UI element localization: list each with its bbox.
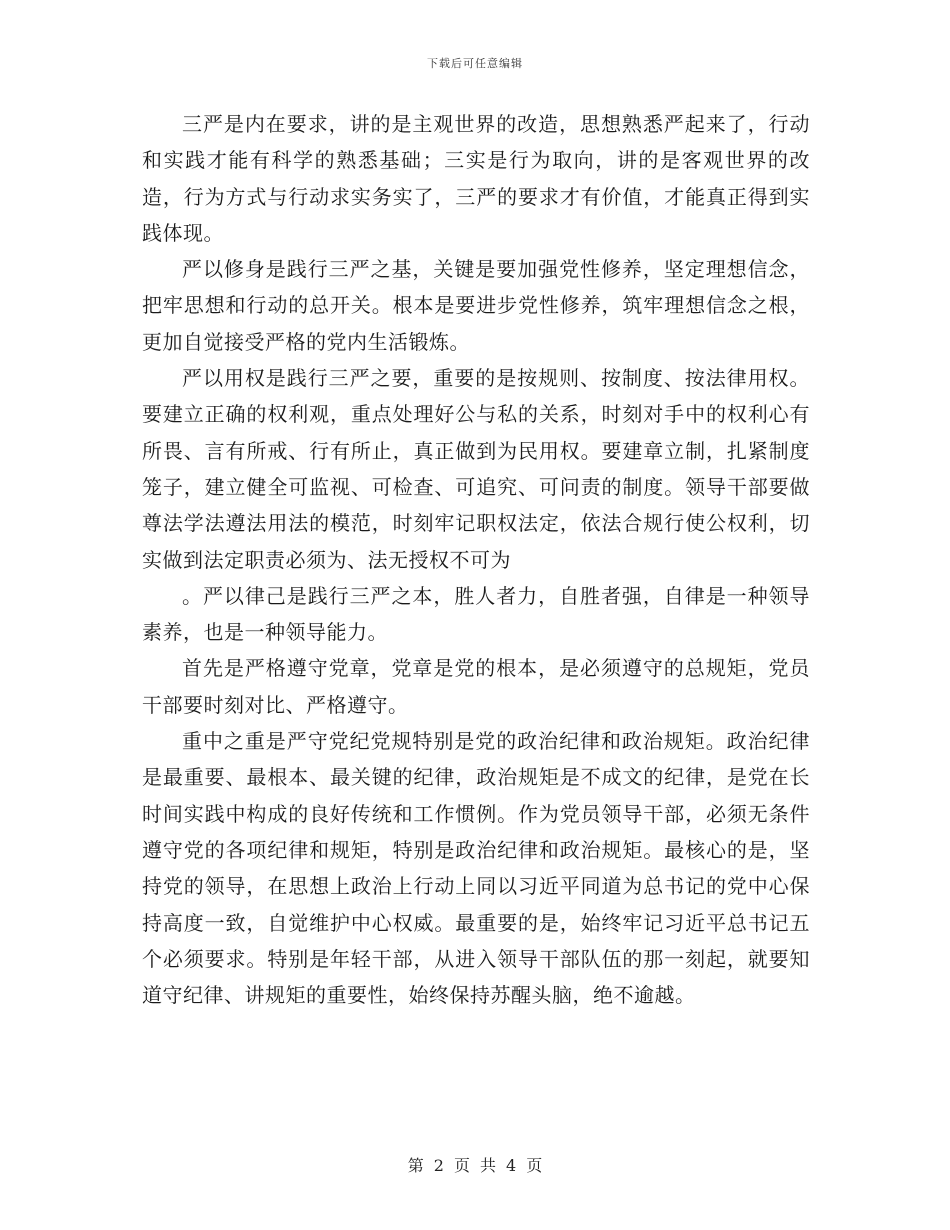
footer-total-label: 共 bbox=[480, 1156, 497, 1175]
paragraph: 严以用权是践行三严之要，重要的是按规则、按制度、按法律用权。要建立正确的权利观，重点处理好公与私的关系，时刻对手中的权利心有所畏、言有所戒、行有所止，真正做到为民用权。要建章立制，扎紧制度笼子，建立健全可监视、可检查、可追究、可问责的制度。领导干部要做尊法学法遵法用法的模范，时刻牢记职权法定，依法合规行使公权利，切实做到法定职责必须为、法无授权不可为 bbox=[142, 366, 810, 572]
footer-suffix: 页 bbox=[526, 1156, 543, 1175]
paragraph: 。严以律己是践行三严之本，胜人者力，自胜者强，自律是一种领导素养，也是一种领导能力。 bbox=[142, 583, 810, 645]
footer-prefix: 第 bbox=[407, 1156, 424, 1175]
paragraph: 首先是严格遵守党章，党章是党的根本，是必须遵守的总规矩，党员干部要时刻对比、严格遵守。 bbox=[142, 656, 810, 717]
page-header-note: 下载后可任意编辑 bbox=[427, 57, 523, 70]
paragraph: 重中之重是严守党纪党规特别是党的政治纪律和政治规矩。政治纪律是最重要、最根本、最关键的纪律，政治规矩是不成文的纪律，是党在长时间实践中构成的良好传统和工作惯例。作为党员领导干部，必须无条件遵守党的各项纪律和规矩，特别是政治纪律和政治规矩。最核心的是，坚持党的领导，在思想上政治上行动上同以习近平同道为总书记的党中心保持高度一致，自觉维护中心权威。最重要的是，始终牢记习近平总书记五个必须要求。特别是年轻干部，从进入领导干部队伍的那一刻起，就要知道守纪律、讲规矩的重要性，始终保持苏醒头脑，绝不逾越。 bbox=[142, 729, 810, 1008]
page-number-footer bbox=[0, 1153, 950, 1176]
footer-total-pages: 4 bbox=[506, 1156, 517, 1175]
paragraph: 严以修身是践行三严之基，关键是要加强党性修养，坚定理想信念，把牢思想和行动的总开关。根本是要进步党性修养，筑牢理想信念之根，更加自觉接受严格的党内生活锻炼。 bbox=[142, 257, 810, 354]
footer-current-page: 2 bbox=[433, 1156, 444, 1175]
footer-page-word: 页 bbox=[453, 1156, 470, 1175]
paragraph: 三严是内在要求，讲的是主观世界的改造，思想熟悉严起来了，行动和实践才能有科学的熟悉基础；三实是行为取向，讲的是客观世界的改造，行为方式与行动求实务实了，三严的要求才有价值，才能真正得到实践体现。 bbox=[142, 112, 810, 245]
document-body bbox=[142, 106, 810, 1013]
